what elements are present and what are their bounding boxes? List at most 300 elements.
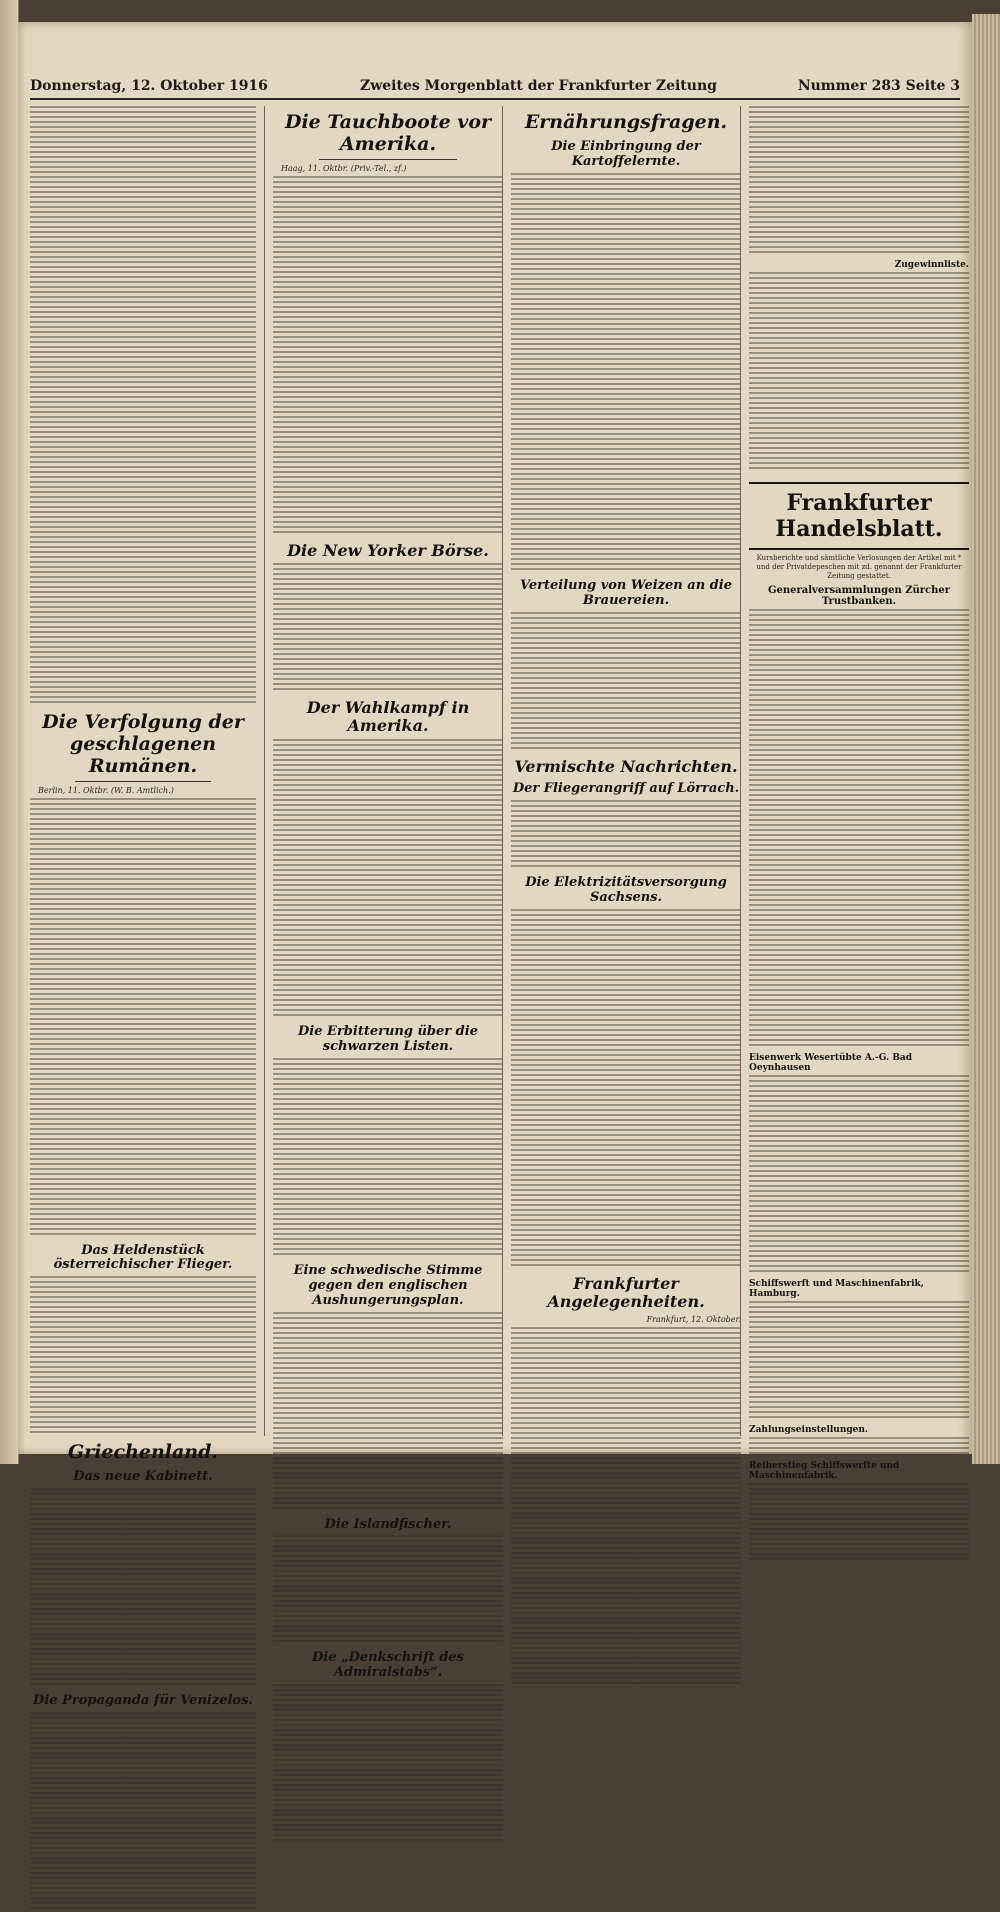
body-text-line — [273, 1432, 503, 1442]
body-text-line — [30, 356, 256, 366]
body-text-line — [511, 1517, 741, 1527]
body-text-line — [511, 423, 741, 433]
body-text-line — [749, 949, 969, 959]
body-text-line — [30, 928, 256, 938]
body-text-line — [511, 453, 741, 463]
body-text-line — [511, 1607, 741, 1617]
body-text-line — [511, 1139, 741, 1149]
body-text-line — [749, 1165, 969, 1175]
body-text-line — [273, 1565, 503, 1575]
section-zuercher: Generalversammlungen Zürcher Trustbanken. — [767, 585, 951, 607]
body-text-line — [30, 1872, 256, 1882]
body-text-line — [30, 1276, 256, 1286]
body-text-line — [749, 629, 969, 639]
body-text-line — [273, 236, 503, 246]
body-text-line — [749, 1075, 969, 1085]
body-text-line — [273, 1178, 503, 1188]
body-text-line — [273, 1824, 503, 1834]
body-text-line — [749, 799, 969, 809]
body-text-line — [749, 1301, 969, 1311]
body-text-line — [273, 1585, 503, 1595]
body-text-line — [273, 1188, 503, 1198]
body-text-line — [511, 1397, 741, 1407]
body-text-line — [273, 1804, 503, 1814]
body-text-line — [273, 1545, 503, 1555]
body-text-line — [273, 396, 503, 406]
body-text-line — [511, 830, 741, 840]
body-text-line — [749, 669, 969, 679]
body-text-line — [749, 999, 969, 1009]
body-text-line — [511, 1367, 741, 1377]
body-text-line — [30, 1048, 256, 1058]
body-text-line — [511, 1129, 741, 1139]
body-text-line — [30, 1658, 256, 1668]
body-text-line — [273, 1108, 503, 1118]
body-text-line — [511, 463, 741, 473]
body-text-line — [511, 1059, 741, 1069]
body-text-line — [30, 1722, 256, 1732]
body-text-line — [511, 1249, 741, 1259]
body-text-line — [273, 563, 503, 573]
body-text-line — [749, 1235, 969, 1245]
body-text-line — [749, 272, 969, 282]
body-text-line — [749, 729, 969, 739]
body-text-line — [749, 1321, 969, 1331]
body-text-line — [511, 612, 741, 622]
body-text-line — [511, 273, 741, 283]
body-text-line — [30, 1346, 256, 1356]
body-text-line — [30, 436, 256, 446]
body-text-line — [30, 808, 256, 818]
body-text-line — [273, 1068, 503, 1078]
body-text-line — [30, 998, 256, 1008]
body-text-line — [273, 1535, 503, 1545]
headline-handelsblatt: Frankfurter Handelsblatt. — [749, 482, 969, 550]
body-text-line — [30, 1306, 256, 1316]
body-text-line — [30, 156, 256, 166]
body-text-line — [30, 918, 256, 928]
body-text-line — [30, 496, 256, 506]
body-text-line — [30, 1118, 256, 1128]
body-text-line — [511, 1617, 741, 1627]
body-text-line — [749, 1255, 969, 1265]
headline-elektrizitaet: Die Elektrizitätsversorgung Sachsens. — [525, 874, 727, 905]
body-text-line — [511, 223, 741, 233]
body-text-line — [749, 959, 969, 969]
body-text-line — [30, 1366, 256, 1376]
headline-griechenland: Griechenland. — [67, 1441, 219, 1464]
body-text-line — [749, 819, 969, 829]
body-text-line — [273, 196, 503, 206]
body-text-line — [273, 683, 503, 693]
body-text-line — [749, 402, 969, 412]
body-text-line — [511, 1209, 741, 1219]
body-text-line — [749, 156, 969, 166]
body-text-line — [511, 253, 741, 263]
body-text-line — [30, 626, 256, 636]
body-text-line — [30, 576, 256, 586]
body-text-line — [30, 1038, 256, 1048]
body-text-line — [511, 523, 741, 533]
body-text-line — [273, 653, 503, 663]
body-text-line — [30, 506, 256, 516]
body-text-line — [511, 979, 741, 989]
body-text-line — [30, 798, 256, 808]
body-text-line — [273, 779, 503, 789]
body-text-line — [30, 1812, 256, 1822]
body-text-line — [511, 1099, 741, 1109]
body-text-line — [511, 503, 741, 513]
body-text-line — [30, 1862, 256, 1872]
body-text-line — [30, 216, 256, 226]
body-text-line — [273, 593, 503, 603]
headline-propaganda: Die Propaganda für Venizelos. — [33, 1693, 253, 1709]
body-text-line — [511, 473, 741, 483]
body-text-line — [30, 1128, 256, 1138]
body-text-line — [30, 476, 256, 486]
body-text-line — [511, 1169, 741, 1179]
body-text-line — [30, 978, 256, 988]
headline-verfolgung: Die Verfolgung der geschlagenen Rumänen. — [42, 711, 244, 777]
body-text-line — [273, 739, 503, 749]
body-text-line — [273, 1352, 503, 1362]
body-text-line — [511, 1677, 741, 1687]
headline-ernaehrung: Ernährungsfragen. — [524, 111, 728, 133]
body-text-line — [749, 869, 969, 879]
body-text-line — [749, 969, 969, 979]
body-text-line — [749, 699, 969, 709]
body-text-line — [511, 513, 741, 523]
body-text-line — [511, 343, 741, 353]
body-text-line — [30, 868, 256, 878]
body-text-line — [273, 919, 503, 929]
body-text-line — [511, 1387, 741, 1397]
body-text-line — [749, 1331, 969, 1341]
body-text-line — [511, 323, 741, 333]
body-text-line — [511, 1537, 741, 1547]
body-text-line — [749, 452, 969, 462]
body-text-line — [273, 176, 503, 186]
body-text-line — [30, 286, 256, 296]
body-text-line — [511, 672, 741, 682]
body-text-line — [30, 1356, 256, 1366]
body-text-line — [273, 1704, 503, 1714]
body-text-line — [511, 483, 741, 493]
body-text-line — [273, 1372, 503, 1382]
body-text-line — [30, 196, 256, 206]
body-text-line — [749, 1341, 969, 1351]
body-text-line — [273, 929, 503, 939]
body-text-line — [749, 1085, 969, 1095]
body-text-line — [273, 1595, 503, 1605]
body-text-line — [273, 829, 503, 839]
body-text-line — [511, 363, 741, 373]
body-text-line — [511, 1069, 741, 1079]
body-text-line — [511, 642, 741, 652]
body-text-line — [30, 326, 256, 336]
body-text-line — [273, 1774, 503, 1784]
body-text-line — [511, 1567, 741, 1577]
body-text-line — [30, 1752, 256, 1762]
body-text-line — [273, 306, 503, 316]
body-text-line — [749, 1401, 969, 1411]
body-text-line — [273, 1218, 503, 1228]
body-text-line — [749, 859, 969, 869]
body-text-line — [273, 386, 503, 396]
body-text-line — [273, 1322, 503, 1332]
body-text-line — [749, 186, 969, 196]
body-text-line — [273, 1834, 503, 1844]
headline-weizen: Verteilung von Weizen an die Brauereien. — [520, 577, 732, 608]
body-text-line — [30, 938, 256, 948]
body-text-line — [30, 366, 256, 376]
body-text-line — [30, 586, 256, 596]
body-text-line — [749, 1553, 969, 1563]
body-text-line — [511, 1647, 741, 1657]
body-text-line — [749, 1503, 969, 1513]
body-text-line — [30, 1098, 256, 1108]
body-text-line — [511, 373, 741, 383]
body-text-line — [273, 939, 503, 949]
body-text-line — [749, 809, 969, 819]
body-text-line — [511, 1557, 741, 1567]
body-text-line — [30, 1178, 256, 1188]
body-text-line — [30, 1568, 256, 1578]
body-text-line — [749, 1381, 969, 1391]
body-text-line — [273, 1148, 503, 1158]
body-text-line — [273, 346, 503, 356]
column-3 — [502, 106, 741, 1436]
body-text-line — [273, 643, 503, 653]
body-text-line — [30, 536, 256, 546]
body-text-line — [30, 888, 256, 898]
body-text-line — [273, 1814, 503, 1824]
body-text-line — [749, 246, 969, 256]
body-text-line — [30, 1598, 256, 1608]
body-text-line — [273, 623, 503, 633]
body-text-line — [273, 436, 503, 446]
headline-fliegerangriff: Der Fliegerangriff auf Lörrach. — [512, 780, 740, 796]
body-text-line — [511, 233, 741, 243]
body-text-line — [511, 1259, 741, 1269]
body-text-line — [749, 839, 969, 849]
body-text-line — [273, 1312, 503, 1322]
body-text-line — [30, 106, 256, 116]
body-text-line — [273, 1684, 503, 1694]
body-text-line — [749, 1351, 969, 1361]
body-text-line — [749, 979, 969, 989]
body-text-line — [273, 466, 503, 476]
headline-vermischte: Vermischte Nachrichten. — [514, 756, 738, 776]
body-text-line — [749, 196, 969, 206]
body-text-line — [30, 456, 256, 466]
body-text-line — [30, 1018, 256, 1028]
page-stack-edge — [972, 14, 1000, 1464]
body-text-line — [30, 1138, 256, 1148]
body-text-line — [511, 543, 741, 553]
body-text-line — [30, 306, 256, 316]
body-text-line — [30, 676, 256, 686]
body-text-line — [30, 696, 256, 706]
body-text-line — [749, 106, 969, 116]
body-text-line — [30, 566, 256, 576]
body-text-line — [30, 236, 256, 246]
body-text-line — [511, 433, 741, 443]
body-text-line — [749, 1533, 969, 1543]
body-text-line — [30, 1668, 256, 1678]
previous-page-edge — [0, 0, 19, 1464]
body-text-line — [30, 1228, 256, 1238]
body-text-line — [273, 959, 503, 969]
body-text-line — [511, 1049, 741, 1059]
body-text-line — [749, 206, 969, 216]
body-text-line — [273, 789, 503, 799]
body-text-line — [273, 516, 503, 526]
body-text-line — [749, 1483, 969, 1493]
body-text-line — [30, 346, 256, 356]
body-text-line — [511, 333, 741, 343]
body-text-line — [30, 1802, 256, 1812]
body-text-line — [749, 1145, 969, 1155]
body-text-line — [30, 1296, 256, 1306]
body-text-line — [30, 136, 256, 146]
headline-listen: Die Erbitterung über die schwarzen Listen. — [298, 1023, 478, 1054]
body-text-line — [30, 556, 256, 566]
body-text-line — [30, 958, 256, 968]
body-text-line — [273, 486, 503, 496]
body-text-line — [30, 466, 256, 476]
body-text-line — [273, 1058, 503, 1068]
body-text-line — [749, 689, 969, 699]
body-text-line — [749, 879, 969, 889]
body-text-line — [30, 376, 256, 386]
body-text-line — [273, 276, 503, 286]
body-text-line — [511, 1577, 741, 1587]
body-text-line — [30, 1648, 256, 1658]
body-text-line — [511, 1637, 741, 1647]
body-text-line — [511, 722, 741, 732]
body-text-line — [749, 176, 969, 186]
body-text-line — [30, 1608, 256, 1618]
body-text-line — [30, 256, 256, 266]
body-text-line — [511, 860, 741, 870]
body-text-line — [511, 1179, 741, 1189]
body-text-line — [273, 406, 503, 416]
headline-wahlkampf: Der Wahlkampf in Amerika. — [306, 698, 470, 736]
body-text-line — [30, 828, 256, 838]
column-1 — [30, 106, 256, 1709]
headline-islandfischer: Die Islandfischer. — [324, 1516, 452, 1532]
body-text-line — [749, 322, 969, 332]
body-text-line — [511, 313, 741, 323]
body-text-line — [273, 989, 503, 999]
body-text-line — [30, 296, 256, 306]
body-text-line — [511, 1477, 741, 1487]
body-text-line — [273, 426, 503, 436]
body-text-line — [749, 1039, 969, 1049]
body-text-line — [273, 266, 503, 276]
body-text-line — [511, 193, 741, 203]
body-text-line — [273, 759, 503, 769]
body-text-line — [273, 296, 503, 306]
body-text-line — [749, 659, 969, 669]
body-text-line — [273, 1452, 503, 1462]
body-text-line — [30, 1068, 256, 1078]
headline-kabinett: Das neue Kabinett. — [73, 1469, 213, 1485]
body-text-line — [511, 283, 741, 293]
body-text-line — [273, 1575, 503, 1585]
body-text-line — [749, 789, 969, 799]
body-text-line — [273, 476, 503, 486]
body-text-line — [511, 1657, 741, 1667]
section-reiherstieg: Reiherstieg Schiffswerfte und Maschinenfabrik. — [749, 1461, 900, 1481]
body-text-line — [511, 712, 741, 722]
body-text-line — [273, 496, 503, 506]
body-text-line — [511, 443, 741, 453]
body-text-line — [749, 292, 969, 302]
body-text-line — [749, 352, 969, 362]
body-text-line — [749, 1513, 969, 1523]
body-text-line — [273, 1158, 503, 1168]
body-text-line — [511, 800, 741, 810]
body-text-line — [511, 1029, 741, 1039]
body-text-line — [749, 1115, 969, 1125]
body-text-line — [749, 342, 969, 352]
body-text-line — [511, 1009, 741, 1019]
body-text-line — [749, 1205, 969, 1215]
body-text-line — [30, 1852, 256, 1862]
body-text-line — [30, 1058, 256, 1068]
body-text-line — [273, 1078, 503, 1088]
body-text-line — [749, 1155, 969, 1165]
body-text-line — [273, 1412, 503, 1422]
body-text-line — [749, 216, 969, 226]
divider — [319, 159, 457, 160]
body-text-line — [749, 1175, 969, 1185]
body-text-line — [511, 1507, 741, 1517]
body-text-line — [511, 820, 741, 830]
body-text-line — [30, 1198, 256, 1208]
body-text-line — [749, 929, 969, 939]
body-text-line — [749, 166, 969, 176]
body-text-line — [273, 186, 503, 196]
headline-denkschrift: Die „Denkschrift des Admiralstabs“. — [312, 1650, 464, 1681]
body-text-line — [273, 1714, 503, 1724]
body-text-line — [749, 1029, 969, 1039]
body-text-line — [273, 909, 503, 919]
body-text-line — [749, 739, 969, 749]
body-text-line — [30, 1518, 256, 1528]
body-text-line — [273, 1442, 503, 1452]
body-text-line — [511, 1347, 741, 1357]
body-text-line — [511, 243, 741, 253]
body-text-line — [30, 1558, 256, 1568]
masthead-date: Donnerstag, 12. Oktober 1916 — [30, 78, 268, 94]
body-text-line — [273, 206, 503, 216]
body-text-line — [749, 1009, 969, 1019]
body-text-line — [30, 988, 256, 998]
body-text-line — [273, 1248, 503, 1258]
body-text-line — [30, 1218, 256, 1228]
column-2 — [264, 106, 503, 1681]
body-text-line — [273, 336, 503, 346]
body-text-line — [511, 1159, 741, 1169]
body-text-line — [749, 829, 969, 839]
body-text-line — [511, 1119, 741, 1129]
body-text-line — [511, 692, 741, 702]
body-text-line — [273, 1625, 503, 1635]
body-text-line — [30, 546, 256, 556]
